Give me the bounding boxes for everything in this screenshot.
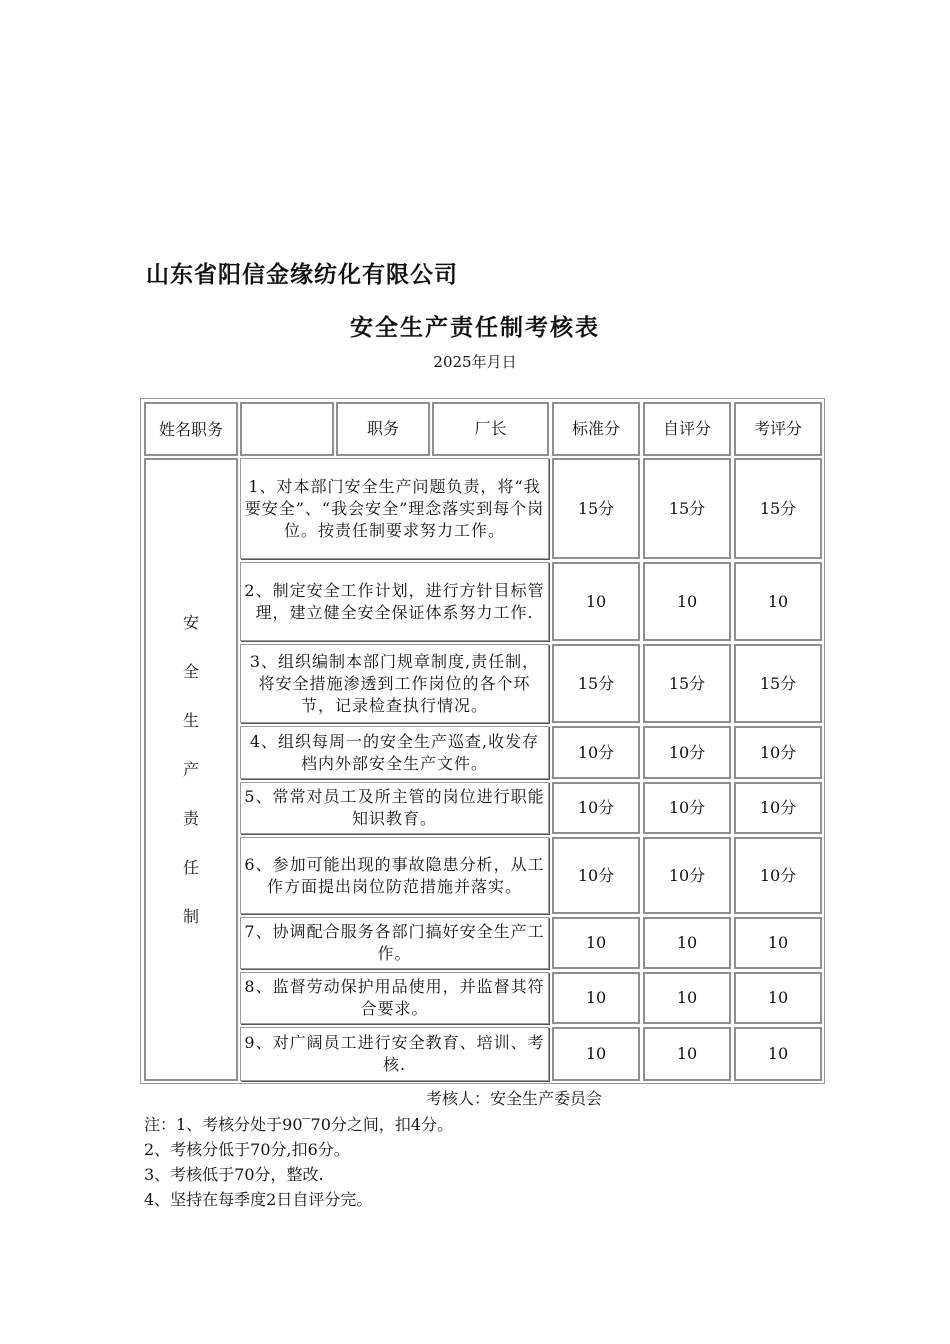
review-score-header: 考评分 [734,402,822,456]
standard-score-header: 标准分 [552,402,640,456]
review-score[interactable]: 10分 [734,726,822,779]
standard-score: 10分 [552,837,640,914]
standard-score: 10 [552,917,640,969]
review-score[interactable]: 10 [734,972,822,1024]
review-score[interactable]: 10 [734,1027,822,1081]
standard-score: 15分 [552,644,640,723]
form-date: 2025年月日 [433,353,517,371]
name-position-label: 姓名职务 [144,402,238,456]
item-text: 4、组织每周一的安全生产巡查,收发存档内外部安全生产文件。 [240,726,549,779]
section-char: 制 [182,907,199,926]
self-score[interactable]: 15分 [643,458,731,559]
self-score[interactable]: 10分 [643,726,731,779]
item-text: 7、协调配合服务各部门搞好安全生产工作。 [240,917,549,969]
self-score[interactable]: 10 [643,1027,731,1081]
company-name: 山东省阳信金缘纺化有限公司 [146,262,458,288]
reviewer-line: 考核人：安全生产委员会 [426,1089,603,1108]
section-char: 全 [182,662,199,681]
position-value: 厂长 [432,402,549,456]
section-char: 产 [182,760,199,779]
self-score[interactable]: 10 [643,562,731,641]
standard-score: 10分 [552,726,640,779]
self-score[interactable]: 15分 [643,644,731,723]
standard-score: 10 [552,1027,640,1081]
note-line: 注：1、考核分处于90‾70分之间，扣4分。 [144,1115,454,1134]
item-text: 3、组织编制本部门规章制度,责任制，将安全措施渗透到工作岗位的各个环节，记录检查执行情况。 [240,644,549,723]
item-text: 5、常常对员工及所主管的岗位进行职能知识教育。 [240,782,549,834]
standard-score: 10 [552,972,640,1024]
section-char: 生 [182,711,199,730]
form-title: 安全生产责任制考核表 [350,315,600,341]
review-score[interactable]: 15分 [734,458,822,559]
self-score-header: 自评分 [643,402,731,456]
section-label-safety-responsibility [144,458,238,1081]
review-score[interactable]: 10分 [734,837,822,914]
item-text: 8、监督劳动保护用品使用，并监督其符合要求。 [240,972,549,1024]
item-text: 2、制定安全工作计划，进行方针目标管理，建立健全安全保证体系努力工作. [240,562,549,641]
item-text: 1、对本部门安全生产问题负责，将“我要安全”、“我会安全”理念落实到每个岗位。按责任制要求努力工作。 [240,458,549,559]
review-score[interactable]: 10 [734,562,822,641]
review-score[interactable]: 10分 [734,782,822,834]
standard-score: 15分 [552,458,640,559]
item-text: 6、参加可能出现的事故隐患分析，从工作方面提出岗位防范措施并落实。 [240,837,549,914]
self-score[interactable]: 10 [643,972,731,1024]
note-line: 3、考核低于70分，整改. [144,1165,324,1184]
standard-score: 10 [552,562,640,641]
section-char: 任 [182,858,199,877]
item-text: 9、对广阔员工进行安全教育、培训、考核. [240,1027,549,1081]
section-char: 责 [182,809,199,828]
self-score[interactable]: 10分 [643,837,731,914]
section-char: 安 [182,613,199,632]
standard-score: 10分 [552,782,640,834]
note-line: 2、考核分低于70分,扣6分。 [144,1140,350,1159]
self-score[interactable]: 10分 [643,782,731,834]
position-label: 职务 [336,402,430,456]
name-value-field[interactable] [240,402,334,456]
review-score[interactable]: 15分 [734,644,822,723]
review-score[interactable]: 10 [734,917,822,969]
note-line: 4、坚持在每季度2日自评分完。 [144,1190,373,1209]
self-score[interactable]: 10 [643,917,731,969]
